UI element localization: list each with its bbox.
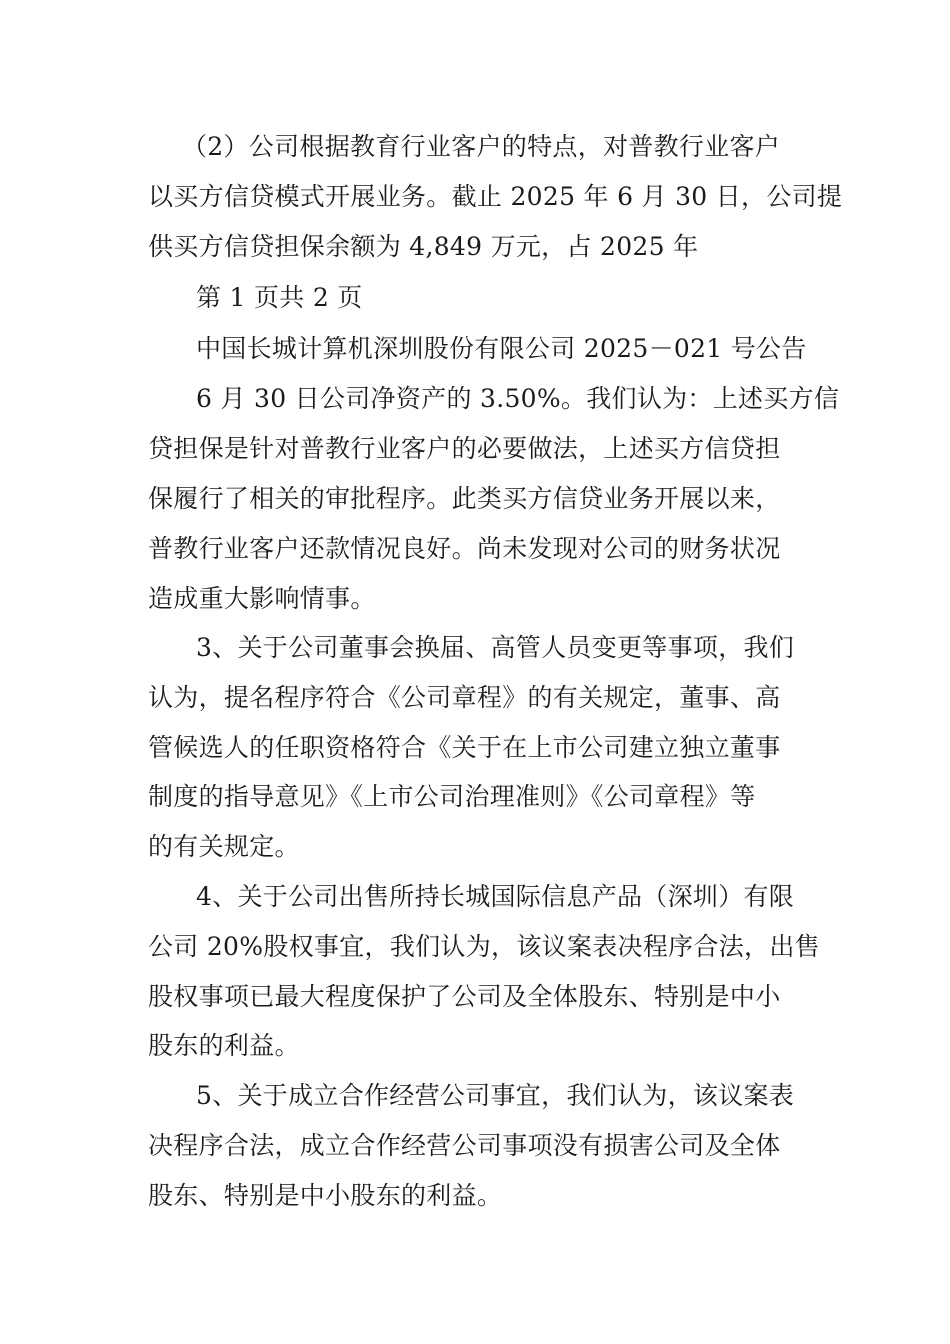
paragraph-line: 3、关于公司董事会换届、高管人员变更等事项，我们 — [196, 633, 795, 662]
paragraph-line: 的有关规定。 — [148, 832, 300, 861]
paragraph-line: 股东、特别是中小股东的利益。 — [148, 1181, 503, 1210]
paragraph-line: 供买方信贷担保余额为 4,849 万元，占 2025 年 — [148, 232, 699, 261]
paragraph-line: 5、关于成立合作经营公司事宜，我们认为，该议案表 — [196, 1081, 795, 1110]
paragraph-line: （2）公司根据教育行业客户的特点，对普教行业客户 — [182, 132, 781, 161]
paragraph-line: 普教行业客户还款情况良好。尚未发现对公司的财务状况 — [148, 534, 781, 563]
paragraph-line: 以买方信贷模式开展业务。截止 2025 年 6 月 30 日，公司提 — [148, 182, 843, 211]
paragraph-line: 公司 20%股权事宜，我们认为，该议案表决程序合法，出售 — [148, 932, 820, 961]
paragraph-line: 贷担保是针对普教行业客户的必要做法，上述买方信贷担 — [148, 434, 781, 463]
paragraph-line: 6 月 30 日公司净资产的 3.50%。我们认为：上述买方信 — [196, 384, 840, 413]
paragraph-line: 管候选人的任职资格符合《关于在上市公司建立独立董事 — [148, 733, 781, 762]
paragraph-line: 认为，提名程序符合《公司章程》的有关规定，董事、高 — [148, 683, 781, 712]
paragraph-line: 决程序合法，成立合作经营公司事项没有损害公司及全体 — [148, 1131, 781, 1160]
page-number: 第 1 页共 2 页 — [196, 283, 363, 312]
paragraph-line: 造成重大影响情事。 — [148, 584, 376, 613]
paragraph-line: 制度的指导意见》《上市公司治理准则》《公司章程》等 — [148, 782, 756, 811]
paragraph-line: 股东的利益。 — [148, 1031, 300, 1060]
paragraph-line: 保履行了相关的审批程序。此类买方信贷业务开展以来， — [148, 484, 781, 513]
announcement-header: 中国长城计算机深圳股份有限公司 2025－021 号公告 — [196, 334, 807, 363]
paragraph-line: 4、关于公司出售所持长城国际信息产品（深圳）有限 — [196, 882, 795, 911]
paragraph-line: 股权事项已最大程度保护了公司及全体股东、特别是中小 — [148, 982, 781, 1011]
